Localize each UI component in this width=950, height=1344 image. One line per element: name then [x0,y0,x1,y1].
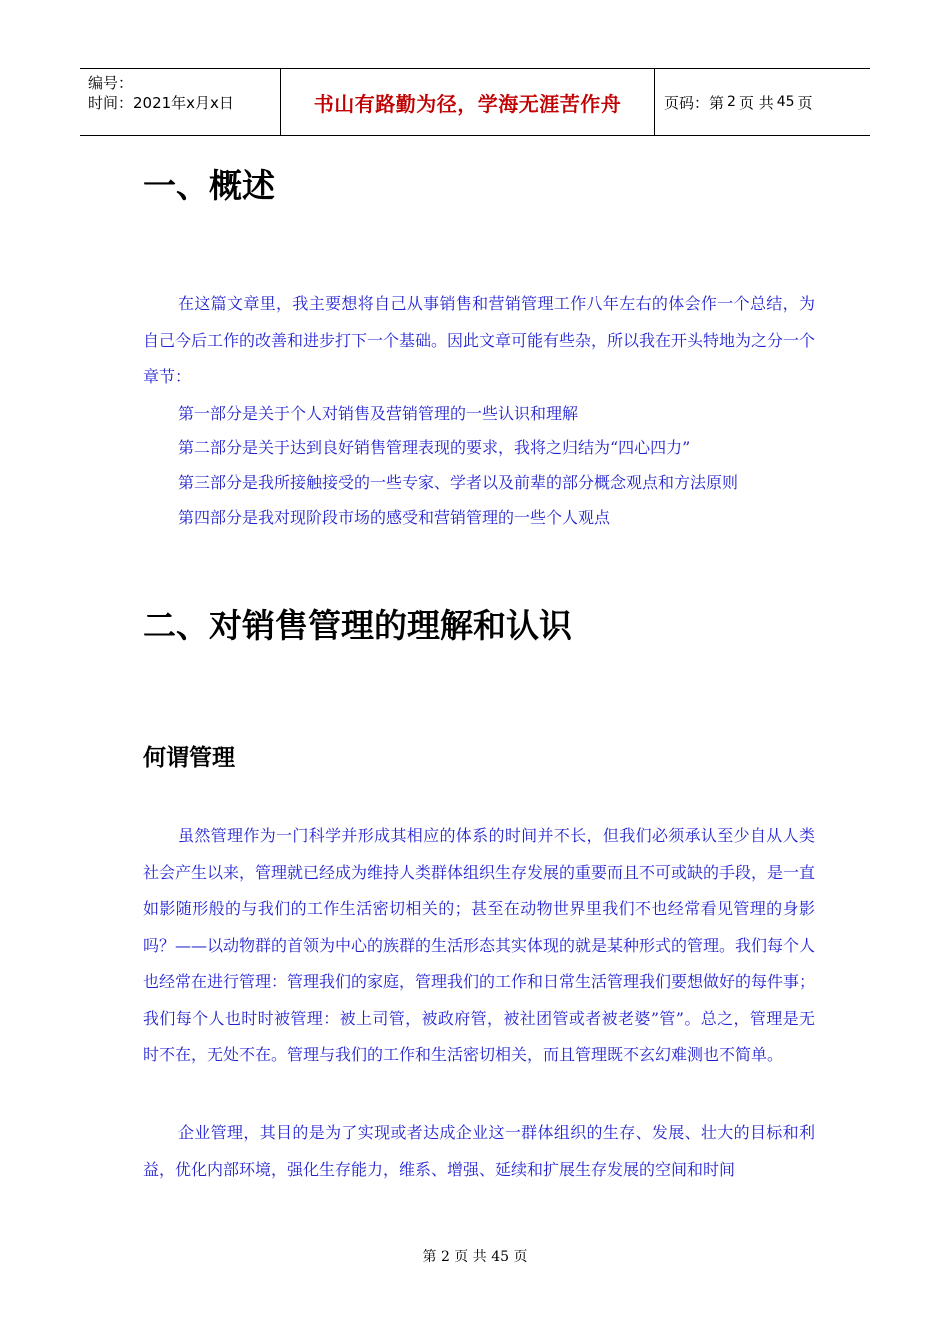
section2-title: 二、对销售管理的理解和认识 [143,606,572,645]
header-motto-cell [281,69,655,135]
page-mid: 页 共 [738,93,774,112]
header-meta-cell [80,69,281,135]
section1-title: 一、概述 [143,166,275,205]
page-total: 45 [776,94,795,110]
page-prefix: 页码：第 [664,93,725,112]
page-current: 2 [727,94,736,110]
paragraph-1: 虽然管理作为一门科学并形成其相应的体系的时间并不长，但我们必须承认至少自从人类社会产生以来，管理就已经成为维持人类群体组织生存发展的重要而且不可或缺的手段，是一直如影随形般的与我们的工作生活密切相关的；甚至在动物世界里我们不也经常看见管理的身影吗？——以动物群的首领为中心的族群的生活形态其实体现的就是某种形式的管理。我们每个人也经常在进行管理：管理我们的家庭，管理我们的工作和日常生活管理我们要想做好的每件事；我们每个人也时时被管理：被上司管，被政府管，被社团管或者被老婆”管”。总之，管理是无时不在，无处不在。管理与我们的工作和生活密切相关，而且管理既不玄幻难测也不简单。 [143,826,816,1064]
motto-text: 书山有路勤为径，学海无涯苦作舟 [313,91,622,116]
part-item-3: 第三部分是我所接触接受的一些专家、学者以及前辈的部分概念观点和方法原则 [178,473,739,492]
paragraph-2: 企业管理，其目的是为了实现或者达成企业这一群体组织的生存、发展、壮大的目标和利益，优化内部环境，强化生存能力，维系、增强、延续和扩展生存发展的空间和时间 [143,1123,815,1179]
page-footer: 第 2 页 共 45 页 [422,1249,528,1265]
part-item-4: 第四部分是我对现阶段市场的感受和营销管理的一些个人观点 [178,508,611,527]
page-suffix: 页 [797,93,813,112]
part-item-1: 第一部分是关于个人对销售及营销管理的一些认识和理解 [178,404,579,423]
header-page-cell [655,69,870,135]
subsection-title: 何谓管理 [143,745,235,771]
number-label: 编号： [88,74,134,92]
header-table [80,68,870,136]
section1-intro: 在这篇文章里，我主要想将自己从事销售和营销管理工作八年左右的体会作一个总结，为自己今后工作的改善和进步打下一个基础。因此文章可能有些杂，所以我在开头特地为之分一个章节： [143,294,816,386]
part-item-2: 第二部分是关于达到良好销售管理表现的要求，我将之归结为“四心四力” [178,438,691,457]
time-label: 时间：2021年x月x日 [88,94,234,112]
